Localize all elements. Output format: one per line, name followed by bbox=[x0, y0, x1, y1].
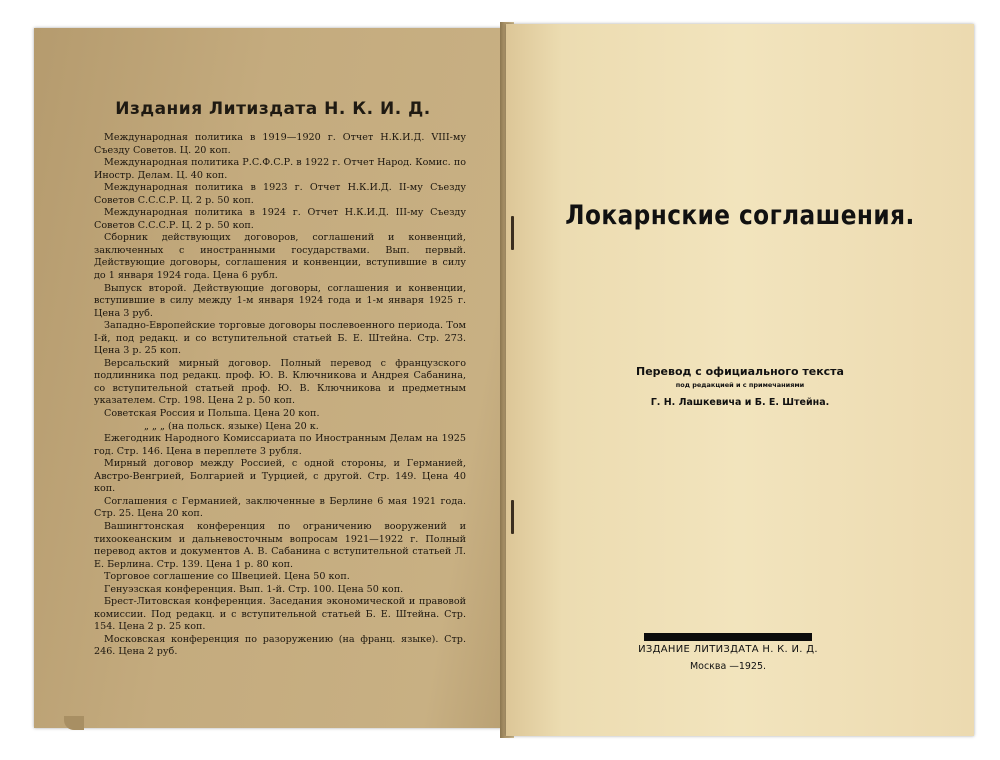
place-year: Москва —1925. bbox=[689, 661, 767, 672]
list-item: Западно-Европейские торговые договоры послевоенного периода. Том I-й, под редакц. и со вступительной статьей Б. Е. Штейна. Стр. 273. Цена 3 р. 25 коп. bbox=[94, 320, 466, 357]
document-title: Локарнские соглашения. bbox=[565, 200, 915, 231]
list-item: Международная политика в 1919—1920 г. Отчет Н.К.И.Д. VIII-му Съезду Советов. Ц. 20 коп. bbox=[94, 132, 466, 156]
list-item: Выпуск второй. Действующие договоры, соглашения и конвенции, вступившие в силу между 1-м января 1924 года и 1-м января 1925 г. Цена 3 руб. bbox=[94, 282, 466, 319]
list-item: Советская Россия и Польша. Цена 20 коп. bbox=[104, 408, 320, 420]
editors-names: Г. Н. Лашкевича и Б. Е. Штейна. bbox=[650, 397, 830, 408]
right-page bbox=[506, 24, 974, 736]
list-item: Брест-Литовская конференция. Заседания экономической и правовой комиссии. Под редакц. и с вступительной статьей Б. Е. Штейна. Стр. 154. Цена 2 р. 25 коп. bbox=[94, 596, 466, 633]
torn-corner bbox=[64, 716, 84, 730]
translation-note: Перевод с официального текста bbox=[636, 365, 844, 378]
publisher-line: ИЗДАНИЕ ЛИТИЗДАТА Н. К. И. Д. bbox=[638, 644, 818, 655]
list-item: Сборник действующих договоров, соглашений и конвенций, заключенных с иностранными государствами. Вып. первый. Действующие договоры, соглашения и конвенции, вступившие в силу до 1 января 1924 года. Цена 6 рубл. bbox=[94, 232, 466, 282]
list-item: „ „ „ (на польск. языке) Цена 20 к. bbox=[144, 420, 319, 432]
open-booklet bbox=[26, 22, 976, 740]
list-item: Соглашения с Германией, заключенные в Берлине 6 мая 1921 года. Стр. 25. Цена 20 коп. bbox=[94, 495, 466, 520]
black-rule bbox=[644, 633, 812, 641]
list-item: Международная политика Р.С.Ф.С.Р. в 1922 г. Отчет Народ. Комис. по Иностр. Делам. Ц. 40 коп. bbox=[94, 157, 466, 181]
list-item: Международная политика в 1923 г. Отчет Н.К.И.Д. II-му Съезду Советов С.С.С.Р. Ц. 2 р. 50 коп. bbox=[94, 182, 466, 206]
list-item: Версальский мирный договор. Полный перевод с французского подлинника под редакц. проф. Ю. В. Ключникова и Андрея Сабанина, со вступительной статьей проф. Ю. В. Ключникова и предметным указателем. Стр. 198. Цена 2 р. 50 коп. bbox=[94, 357, 466, 407]
list-item: Ежегодник Народного Комиссариата по Иностранным Делам на 1925 год. Стр. 146. Цена в переплете 3 рубля. bbox=[94, 433, 466, 457]
catalog-title: Издания Литиздата Н. К. И. Д. bbox=[115, 99, 431, 119]
staple-bottom bbox=[511, 500, 514, 534]
list-item: Генуэзская конференция. Вып. 1-й. Стр. 100. Цена 50 коп. bbox=[104, 583, 404, 595]
list-item: Торговое соглашение со Швецией. Цена 50 коп. bbox=[104, 571, 350, 583]
left-page bbox=[34, 28, 512, 728]
list-item: Международная политика в 1924 г. Отчет Н.К.И.Д. III-му Съезду Советов С.С.С.Р. Ц. 2 р. 50 коп. bbox=[94, 207, 466, 231]
publications-list bbox=[94, 132, 466, 659]
list-item: Мирный договор между Россией, с одной стороны, и Германией, Австро-Венгрией, Болгарией и Турцией, с другой. Стр. 149. Цена 40 коп. bbox=[94, 458, 466, 495]
list-item: Вашингтонская конференция по ограничению вооружений и тихоокеанским и дальневосточным вопросам 1921—1922 г. Полный перевод актов и документов А. В. Сабанина с вступительной статьей Л. Е. Берлина. Стр. 139. Цена 1 р. 80 коп. bbox=[94, 520, 466, 570]
editor-note: под редакцией и с примечаниями bbox=[675, 381, 805, 389]
list-item: Московская конференция по разоружению (на франц. языке). Стр. 246. Цена 2 руб. bbox=[94, 633, 466, 658]
staple-top bbox=[511, 216, 514, 250]
